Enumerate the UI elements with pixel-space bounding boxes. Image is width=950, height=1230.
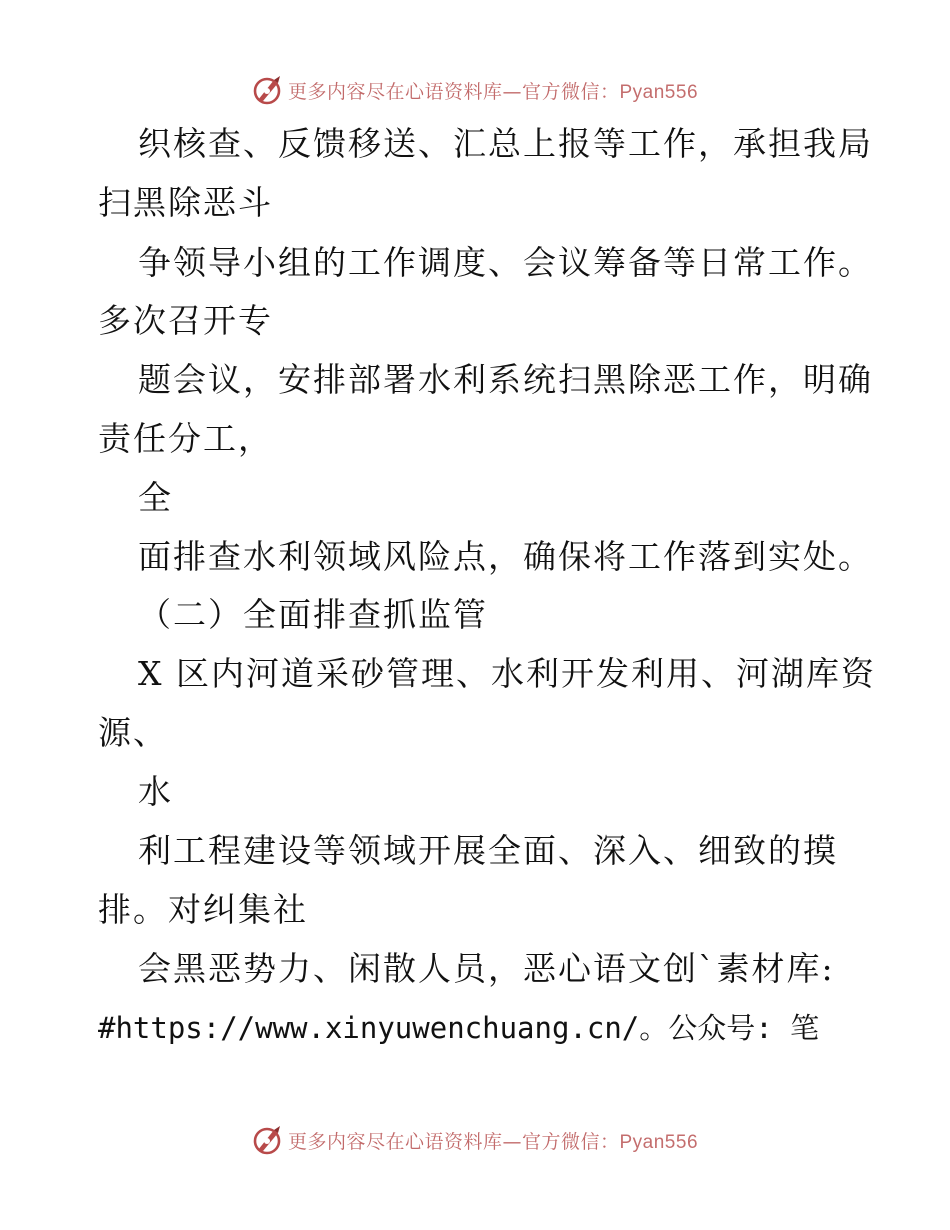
text-line: 利工程建设等领域开展全面、深入、细致的摸 — [138, 831, 838, 870]
text-line: 责任分工， — [98, 419, 273, 458]
text-line: 争领导小组的工作调度、会议筹备等日常工作。 — [138, 243, 873, 282]
watermark-id: Pyan556 — [619, 1131, 699, 1153]
document-body — [0, 115, 950, 1075]
footer-watermark — [0, 1120, 950, 1160]
watermark-text — [288, 1127, 698, 1154]
text-line: 面排查水利领域风险点，确保将工作落到实处。 — [138, 537, 873, 576]
watermark-text — [288, 77, 698, 104]
text-line: 多次召开专 — [98, 301, 273, 340]
header-watermark — [0, 70, 950, 110]
watermark-cn: 更多内容尽在心语资料库—官方微信： — [287, 1130, 620, 1153]
text-line: 题会议，安排部署水利系统扫黑除恶工作，明确 — [138, 360, 873, 399]
text-line: 全 — [138, 478, 173, 517]
text-line: 排。对纠集社 — [98, 890, 308, 929]
watermark-group — [252, 74, 698, 106]
text-line: 会黑恶势力、闲散人员，恶心语文创`素材库: — [138, 949, 835, 988]
watermark-cn: 更多内容尽在心语资料库—官方微信： — [287, 80, 620, 103]
quill-logo-icon — [252, 1124, 284, 1156]
url-line: #https://www.xinyuwenchuang.cn/。公众号: 笔 — [98, 1011, 820, 1045]
watermark-id: Pyan556 — [619, 81, 699, 103]
quill-logo-icon — [252, 74, 284, 106]
text-line: 织核查、反馈移送、汇总上报等工作，承担我局 — [138, 124, 873, 163]
text-line: X 区内河道采砂管理、水利开发利用、河湖库资 — [138, 654, 876, 693]
section-heading: （二）全面排查抓监管 — [138, 595, 488, 634]
watermark-group — [252, 1124, 698, 1156]
text-line: 水 — [138, 772, 173, 811]
text-line: 源、 — [98, 713, 168, 752]
text-line: 扫黑除恶斗 — [98, 183, 273, 222]
